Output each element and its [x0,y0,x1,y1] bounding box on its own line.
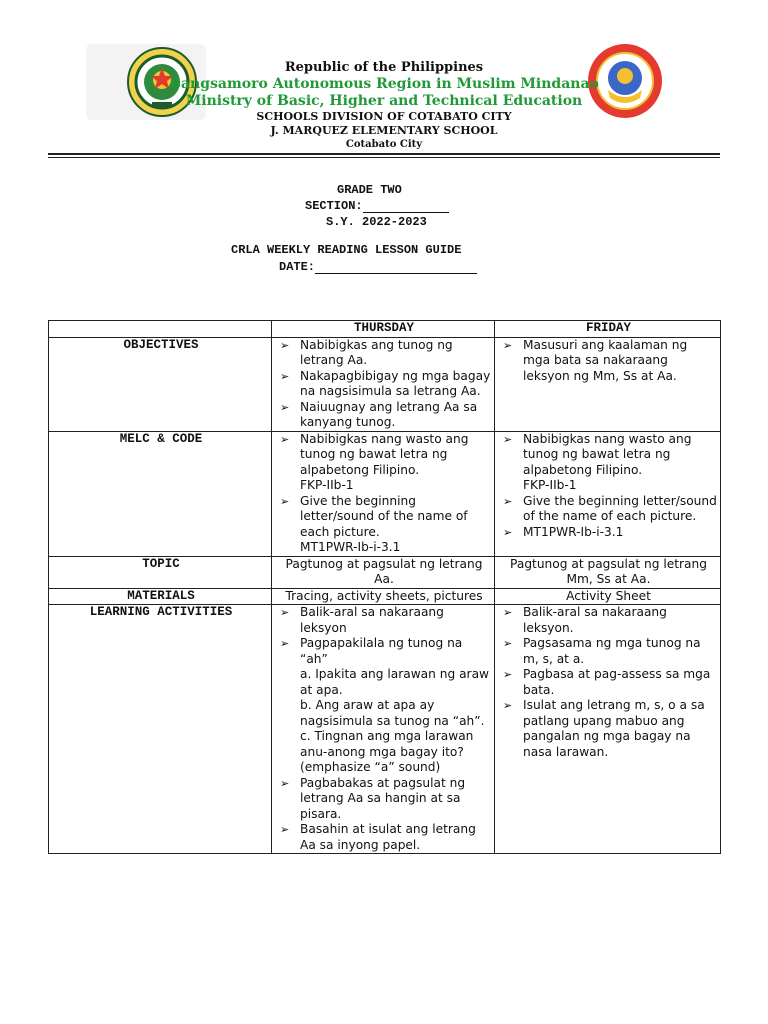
arrow-bullet-icon: ➢ [280,369,290,383]
list-item: ➢ Give the beginning letter/sound of the name of each picture. [503,493,717,523]
objectives-friday-cell [495,337,721,431]
arrow-bullet-icon: ➢ [280,606,290,619]
melc-code: MT1PWR-Ib-i-3.1 [300,540,401,554]
arrow-bullet-icon: ➢ [280,637,290,650]
list-item: ➢ Nabibigkas nang wasto ang tunog ng bawat letra ng alpabetong Filipino. FKP-IIb-1 [276,432,492,494]
melc-code: FKP-IIb-1 [300,478,354,492]
list-item: ➢ Pagsasama ng mga tunog na m, s, at a. [503,636,701,666]
date-line [279,260,477,274]
date-blank[interactable] [315,261,477,274]
section-line [305,199,449,213]
row-label-activities: LEARNING ACTIVITIES [49,605,272,854]
topic-friday-cell: Pagtunog at pagsulat ng letrang Mm, Ss at Aa. [495,556,721,588]
arrow-bullet-icon: ➢ [280,338,290,352]
sub-step: a. Ipakita ang larawan ng araw at apa. [300,667,490,697]
table-row [49,431,721,556]
country-name: Republic of the Philippines [284,60,484,75]
row-label-melc: MELC & CODE [49,431,272,556]
list-item: ➢ Nakapagbibigay ng mga bagay na nagsisimula sa letrang Aa. [280,368,491,398]
objectives-thursday-cell [272,337,495,431]
school-year: S.Y. 2022-2023 [326,215,427,229]
arrow-bullet-icon: ➢ [280,494,290,508]
table-row [49,556,721,588]
activities-thursday-cell [272,605,495,854]
list-item: ➢ Isulat ang letrang m, s, o a sa patlang upang mabuo ang pangalan ng mga bagay na nasa larawan. [503,698,705,759]
materials-thursday-cell: Tracing, activity sheets, pictures [272,588,495,605]
arrow-bullet-icon: ➢ [503,606,513,619]
header-divider [48,153,720,155]
list-item: ➢ Pagbasa at pag-assess sa mga bata. [503,667,711,697]
list-item: ➢ Masusuri ang kaalaman ng mga bata sa nakaraang leksyon ng Mm, Ss at Aa. [503,337,688,383]
table-row [49,337,721,431]
list-item: ➢ Give the beginning letter/sound of the name of each picture. MT1PWR-Ib-i-3.1 [276,494,492,556]
table-row [49,605,721,854]
arrow-bullet-icon: ➢ [503,637,513,650]
ministry-name: Ministry of Basic, Higher and Technical Education [185,93,583,109]
list-item: ➢ Balik-aral sa nakaraang leksyon. [503,605,667,635]
row-label-materials: MATERIALS [49,588,272,605]
grade-level: GRADE TWO [337,183,402,197]
activities-friday-cell [495,605,721,854]
list-item: ➢ Pagpapakilala ng tunog na “ah” a. Ipakita ang larawan ng araw at apa. b. Ang araw at apa ay nagsisimula sa tunog na “ah”. c. Tingnan ang mga larawan anu-anong mga bagay ito? (emphasize “a” sound) [276,636,492,776]
row-label-objectives: OBJECTIVES [49,337,272,431]
arrow-bullet-icon: ➢ [280,776,290,790]
table-row [49,588,721,605]
letterhead [0,40,768,170]
materials-friday-cell: Activity Sheet [495,588,721,605]
arrow-bullet-icon: ➢ [503,668,513,681]
topic-thursday-cell: Pagtunog at pagsulat ng letrang Aa. [272,556,495,588]
list-item: ➢ Nabibigkas ang tunog ng letrang Aa. [280,337,453,367]
region-name: Bangsamoro Autonomous Region in Muslim Mindanao [169,76,599,92]
list-item: ➢ Naiuugnay ang letrang Aa sa kanyang tunog. [280,399,478,429]
arrow-bullet-icon: ➢ [503,494,513,508]
section-label: SECTION: [305,199,363,213]
arrow-bullet-icon: ➢ [503,699,513,712]
table-header-row [49,321,721,338]
section-blank[interactable] [363,200,449,213]
lesson-guide-table [48,320,721,854]
melc-code: FKP-IIb-1 [523,478,577,492]
guide-title: CRLA WEEKLY READING LESSON GUIDE [231,243,462,257]
division-name: SCHOOLS DIVISION OF COTABATO CITY [256,110,512,123]
arrow-bullet-icon: ➢ [280,432,290,446]
header-empty-cell [49,321,272,338]
arrow-bullet-icon: ➢ [503,432,513,446]
day-header-thursday: THURSDAY [272,321,495,338]
list-item: ➢ MT1PWR-Ib-i-3.1 [503,524,624,539]
sub-step: b. Ang araw at apa ay nagsisimula sa tunog na “ah”. [300,698,485,728]
header-divider-thin [48,157,720,158]
melc-friday-cell [495,431,721,556]
row-label-topic: TOPIC [49,556,272,588]
day-header-friday: FRIDAY [495,321,721,338]
list-item: ➢ Nabibigkas nang wasto ang tunog ng bawat letra ng alpabetong Filipino. FKP-IIb-1 [499,432,718,494]
arrow-bullet-icon: ➢ [280,400,290,414]
arrow-bullet-icon: ➢ [280,823,290,836]
city-name: Cotabato City [345,139,423,150]
melc-thursday-cell [272,431,495,556]
school-name: J. MARQUEZ ELEMENTARY SCHOOL [270,124,498,137]
list-item: ➢ Pagbabakas at pagsulat ng letrang Aa sa hangin at sa pisara. [280,775,466,821]
list-item: ➢ Balik-aral sa nakaraang leksyon [280,605,444,635]
date-label: DATE: [279,260,316,274]
arrow-bullet-icon: ➢ [503,525,513,539]
list-item: ➢ Basahin at isulat ang letrang Aa sa inyong papel. [280,822,476,852]
sub-step: c. Tingnan ang mga larawan anu-anong mga bagay ito? (emphasize “a” sound) [300,729,474,774]
arrow-bullet-icon: ➢ [503,338,513,352]
